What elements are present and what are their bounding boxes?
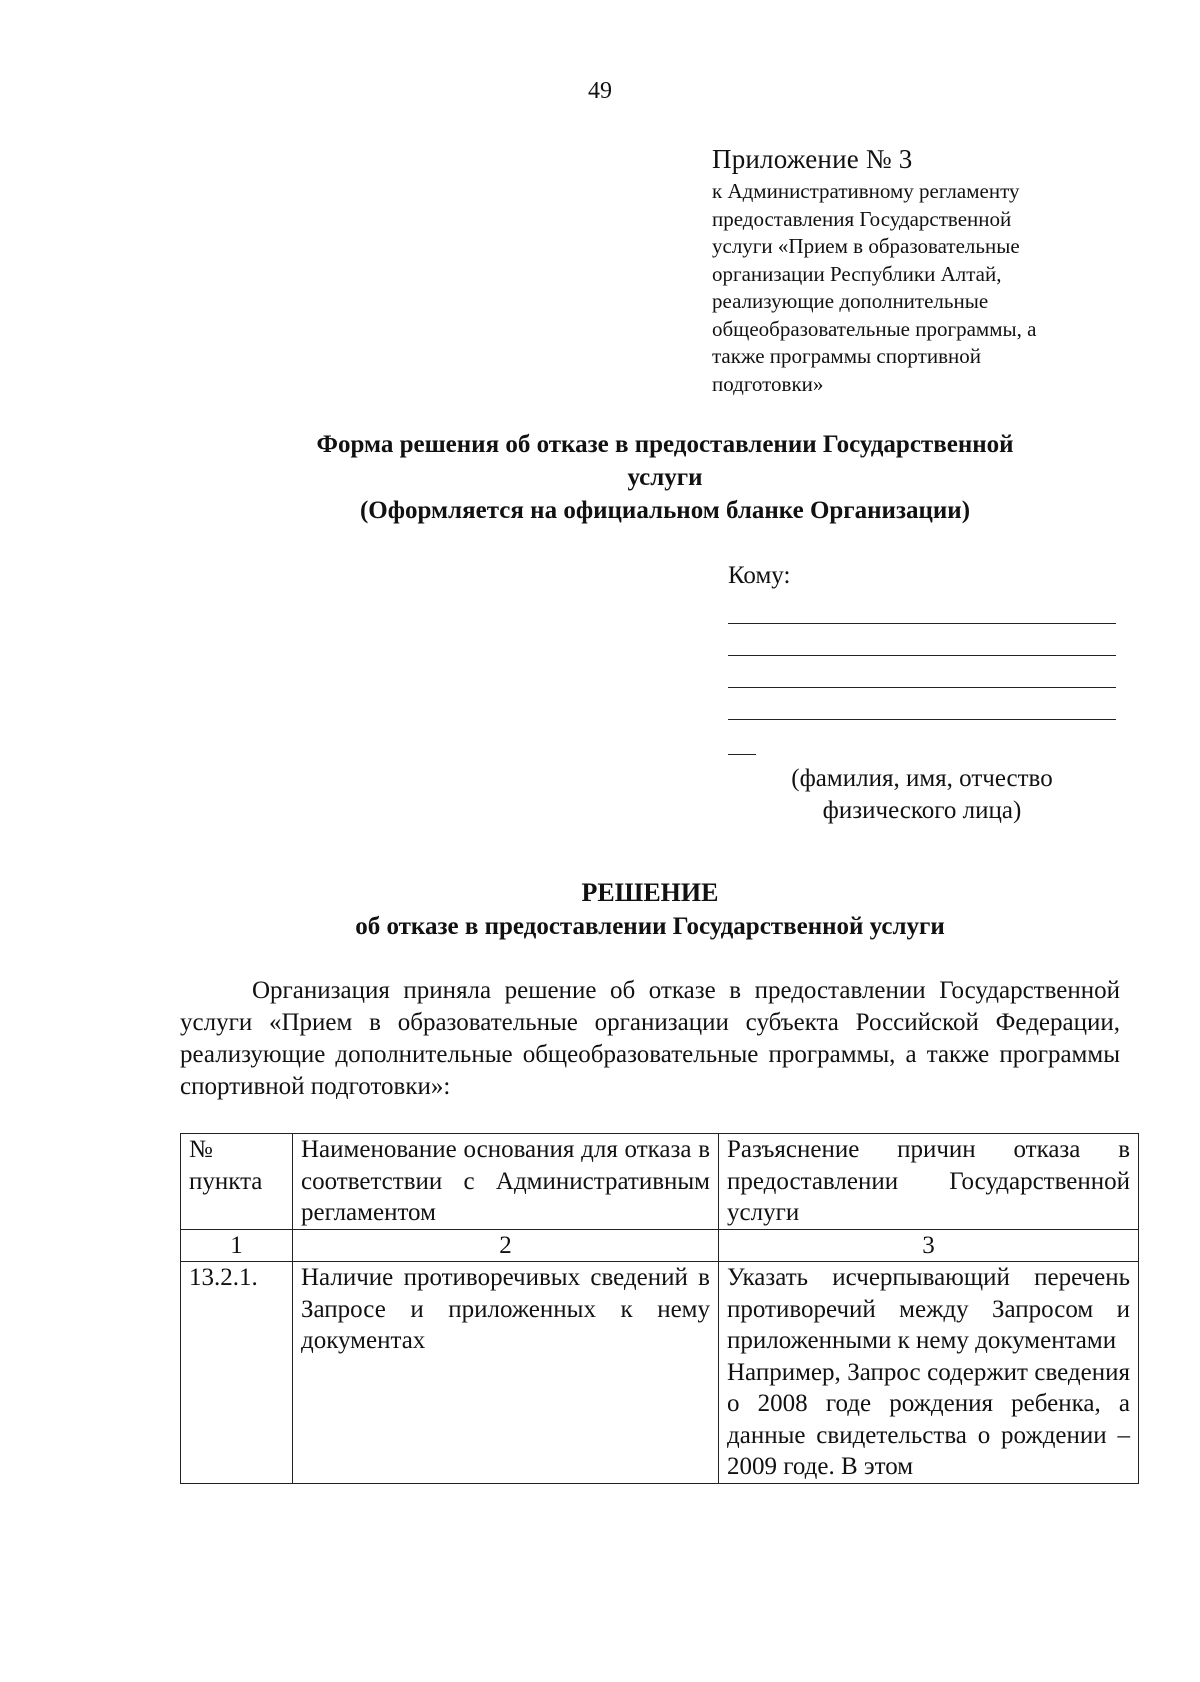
page-number: 49 — [588, 78, 612, 104]
header-point-number: № пункта — [181, 1134, 293, 1230]
recipient-caption-line: физического лица) — [822, 797, 1022, 824]
row-explanation-main: Указать исчерпывающий перечень противоречий между Запросом и приложенными к нему документами — [727, 1264, 1130, 1354]
form-title-line: услуги — [627, 464, 703, 491]
refusal-reasons-table — [180, 1133, 1139, 1484]
recipient-blank-line[interactable] — [728, 719, 1116, 720]
appendix-line: организации Республики Алтай, — [712, 261, 1002, 286]
row-explanation — [719, 1262, 1139, 1484]
appendix-line: также программы спортивной — [712, 344, 981, 368]
column-number: 1 — [181, 1229, 293, 1262]
row-point-number: 13.2.1. — [181, 1262, 293, 1484]
header-explanation: Разъяснение причин отказа в предоставлении Государственной услуги — [719, 1134, 1139, 1230]
column-number: 2 — [293, 1229, 719, 1262]
recipient-caption — [728, 763, 1116, 827]
table-header-row — [181, 1134, 1139, 1230]
appendix-line: предоставления Государственной — [712, 206, 1012, 231]
recipient-blank-line[interactable] — [728, 623, 1116, 624]
column-number: 3 — [719, 1229, 1139, 1262]
recipient-blank-line[interactable] — [728, 687, 1116, 688]
form-title-note: (Оформляется на официальном бланке Организации) — [359, 497, 971, 524]
form-title — [240, 428, 1090, 527]
appendix-text — [712, 178, 1112, 398]
appendix-line: общеобразовательные программы, а — [712, 316, 1037, 341]
decision-subheading: об отказе в предоставлении Государственной услуги — [355, 913, 945, 940]
appendix-title: Приложение № 3 — [712, 144, 913, 174]
recipient-label: Кому: — [728, 562, 791, 589]
recipient-block — [728, 560, 1128, 827]
appendix-line: реализующие дополнительные — [712, 289, 989, 313]
appendix-line: к Административному регламенту — [712, 179, 1020, 203]
decision-intro-paragraph: Организация приняла решение об отказе в предоставлении Государственной услуги «Прием в образовательные организации субъекта Российской Федерации, реализующие дополнительные общеобразовательные программы, а также программы спортивной подготовки»: — [180, 977, 1120, 1100]
decision-title — [180, 876, 1120, 944]
table-row — [181, 1262, 1139, 1484]
column-number-row — [181, 1229, 1139, 1262]
row-basis: Наличие противоречивых сведений в Запросе и приложенных к нему документах — [293, 1262, 719, 1484]
recipient-caption-line: (фамилия, имя, отчество — [791, 765, 1053, 792]
appendix-line: подготовки» — [712, 371, 824, 396]
header-basis: Наименование основания для отказа в соответствии с Административным регламентом — [293, 1134, 719, 1230]
appendix-line: услуги «Прием в образовательные — [712, 234, 1020, 258]
row-explanation-example: Например, Запрос содержит сведения о 2008 годе рождения ребенка, а данные свидетельства о рождении – 2009 годе. В этом — [727, 1358, 1130, 1480]
decision-heading: РЕШЕНИЕ — [581, 878, 719, 907]
appendix-block — [712, 142, 1112, 398]
form-title-line: Форма решения об отказе в предоставлении Государственной — [316, 431, 1014, 458]
recipient-blank-line[interactable] — [728, 655, 1116, 656]
recipient-blank-dash — [728, 754, 756, 755]
